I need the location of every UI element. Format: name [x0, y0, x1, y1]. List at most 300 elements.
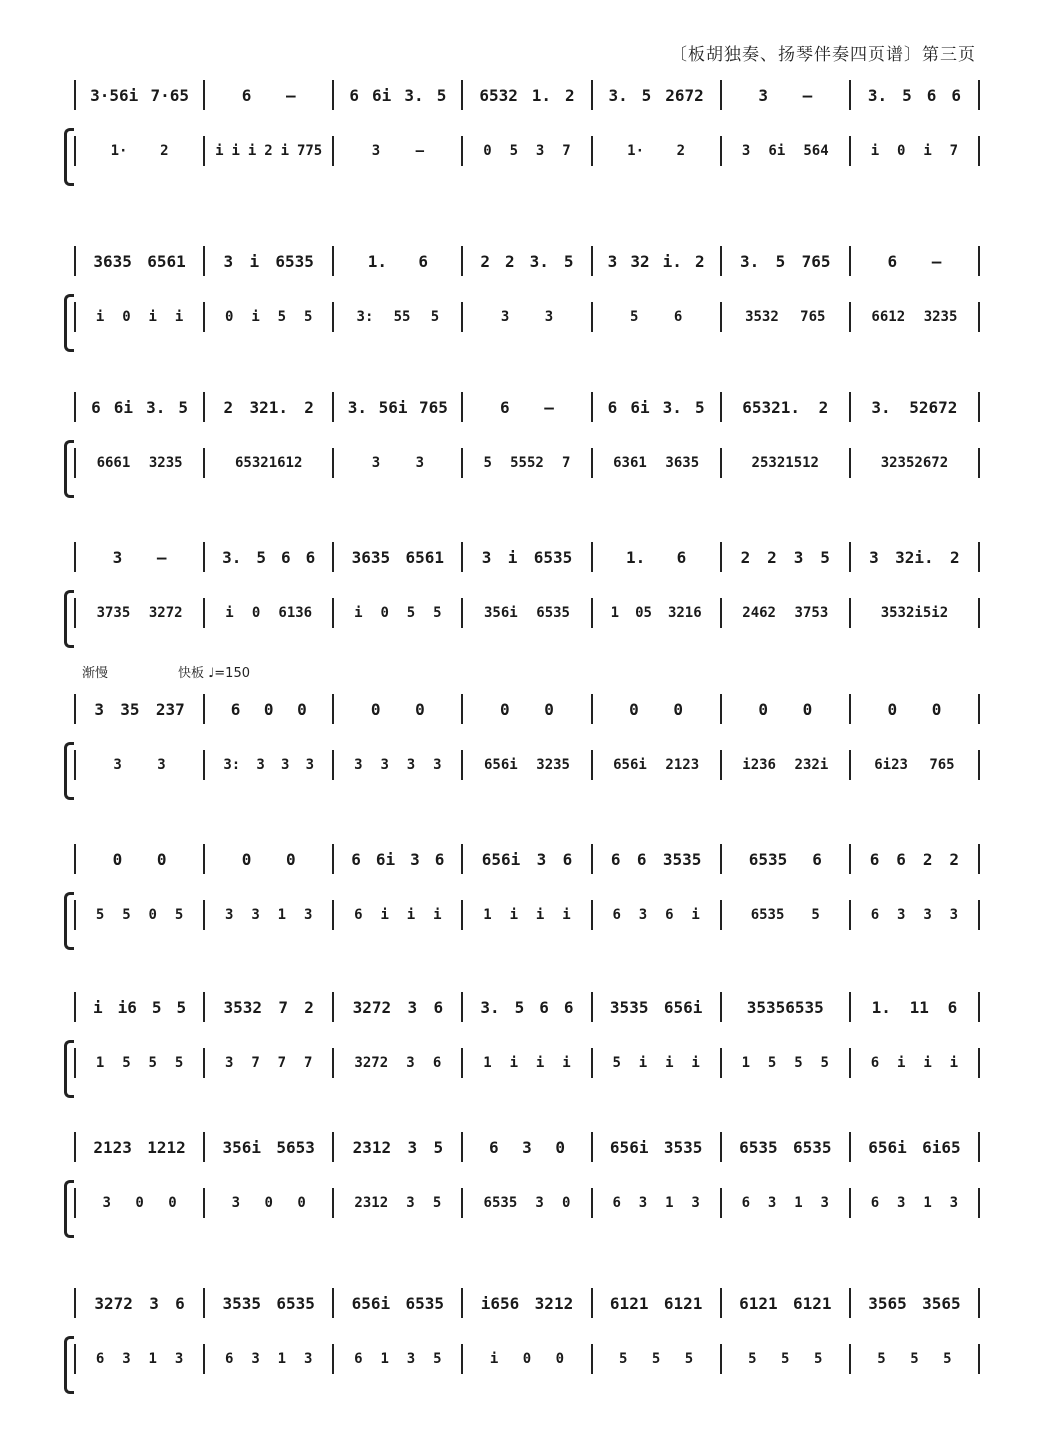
note-group: 5	[820, 1055, 829, 1071]
note-group: 1	[148, 1351, 157, 1367]
note-group: 3	[94, 699, 104, 719]
note-group: i	[509, 907, 519, 923]
note-group: i656	[480, 1293, 520, 1313]
note-group: 3	[544, 309, 554, 325]
note-group: 3.	[146, 397, 166, 417]
barline	[978, 694, 980, 724]
measure	[205, 907, 332, 923]
measure	[593, 548, 720, 567]
note-group: 3.	[608, 85, 628, 105]
note-group: 775	[296, 143, 323, 159]
note-group: 3535	[662, 849, 702, 869]
measure	[76, 907, 203, 923]
note-group: 5	[433, 1351, 442, 1367]
note-group: 0	[555, 1137, 565, 1157]
note-group: i6	[117, 997, 137, 1017]
note-group: i	[95, 309, 105, 325]
note-group: 5	[303, 309, 313, 325]
note-group: 6612	[871, 309, 906, 325]
measure	[76, 455, 203, 471]
barline	[978, 80, 980, 110]
note-group: 6	[665, 907, 674, 923]
note-group: 237	[155, 699, 185, 719]
note-group: 1	[741, 1055, 751, 1071]
yangqin-accompaniment-staff	[74, 300, 980, 334]
note-group: 2312	[352, 1137, 392, 1157]
measure	[205, 998, 332, 1017]
yangqin-accompaniment-staff	[74, 596, 980, 630]
note-group: 1.	[531, 85, 552, 105]
measure	[76, 548, 203, 567]
score-system	[62, 666, 980, 842]
measure	[851, 398, 978, 417]
note-group: 6	[351, 849, 361, 869]
note-group: 3	[251, 1351, 260, 1367]
measure	[76, 398, 203, 417]
note-group: 5653	[276, 1137, 315, 1157]
measure	[463, 1294, 590, 1313]
note-group: 5	[641, 85, 652, 105]
note-group: 0	[251, 605, 261, 621]
note-group: 5	[612, 1055, 621, 1071]
note-group: 765	[929, 757, 955, 773]
note-group: 3272	[94, 1293, 133, 1313]
measure	[593, 86, 720, 105]
measure	[205, 605, 332, 621]
note-group: 35	[120, 699, 140, 719]
note-group: 0	[156, 849, 167, 869]
note-group: 6	[433, 997, 444, 1017]
note-group: 6535	[275, 251, 314, 271]
note-group: 3	[305, 757, 315, 773]
note-group: 3	[225, 907, 234, 923]
note-group: 6535	[483, 1195, 518, 1211]
note-group: 0	[380, 605, 389, 621]
note-group: i	[562, 1055, 571, 1071]
note-group: i	[231, 143, 240, 159]
note-group: 6	[636, 849, 647, 869]
note-group: 5	[433, 1137, 444, 1157]
note-group: 2	[480, 251, 491, 271]
note-group: 6	[676, 547, 687, 567]
note-group: 3235	[148, 455, 183, 471]
page-header: 〔板胡独奏、扬琴伴奏四页谱〕第三页	[670, 45, 976, 65]
note-group: 6	[281, 547, 291, 567]
note-group: 3	[371, 455, 381, 471]
note-group: 3:	[356, 309, 374, 325]
note-group: 0	[758, 699, 768, 719]
note-group: 0	[415, 699, 425, 719]
measure	[334, 309, 461, 325]
note-group: i	[535, 1055, 545, 1071]
measure	[463, 309, 590, 325]
note-group: 3216	[667, 605, 702, 621]
note-group: i	[215, 143, 224, 159]
note-group: 6	[869, 849, 880, 869]
banhu-solo-staff	[74, 1130, 980, 1164]
measure	[205, 1294, 332, 1313]
note-group: 2	[160, 143, 169, 159]
note-group: 3	[406, 1195, 415, 1211]
measure	[593, 1351, 720, 1367]
note-group: 3	[638, 1195, 648, 1211]
measure	[851, 1351, 978, 1367]
note-group: i	[92, 997, 103, 1017]
banhu-solo-staff	[74, 540, 980, 574]
note-group: 0	[135, 1195, 144, 1211]
note-group: 5	[820, 547, 830, 567]
note-group: 3	[380, 757, 389, 773]
note-group: 656i	[663, 997, 703, 1017]
note-group: 0	[673, 699, 684, 719]
measure	[722, 252, 849, 271]
note-group: –	[415, 143, 424, 159]
note-group: i	[897, 1055, 906, 1071]
note-group: 3	[536, 849, 547, 869]
note-group: 3.	[867, 85, 888, 105]
note-group: 6	[607, 397, 618, 417]
measure	[334, 998, 461, 1017]
note-group: i	[489, 1351, 499, 1367]
note-group: 6	[870, 1195, 880, 1211]
note-group: 232i	[794, 757, 829, 773]
note-group: 6535	[792, 1137, 832, 1157]
note-group: 5	[430, 309, 440, 325]
note-group: 356i	[483, 605, 518, 621]
measure	[463, 605, 590, 621]
note-group: 1.	[871, 997, 891, 1017]
note-group: 0	[241, 849, 252, 869]
measure	[593, 1138, 720, 1157]
note-group: 6i	[375, 849, 396, 869]
note-group: i	[535, 907, 545, 923]
measure	[76, 605, 203, 621]
measure	[722, 309, 849, 325]
measure	[205, 850, 332, 869]
note-group: –	[931, 251, 942, 271]
note-group: 5	[563, 251, 574, 271]
note-group: 3:	[223, 757, 241, 773]
measure	[205, 1138, 332, 1157]
measure	[334, 1138, 461, 1157]
note-group: –	[802, 85, 813, 105]
measure	[334, 605, 461, 621]
note-group: 6	[896, 849, 906, 869]
score-system	[62, 390, 980, 540]
measure	[722, 1351, 849, 1367]
note-group: 25321512	[751, 455, 819, 471]
note-group: 5	[694, 397, 705, 417]
note-group: 5	[910, 1351, 919, 1367]
note-group: 0	[555, 1351, 565, 1367]
measure	[463, 1055, 590, 1071]
note-group: 2	[505, 251, 515, 271]
measure	[205, 700, 332, 719]
note-group: i	[148, 309, 157, 325]
measure	[205, 309, 332, 325]
measure	[851, 850, 978, 869]
note-group: 5	[794, 1055, 803, 1071]
measure	[851, 907, 978, 923]
note-group: 52672	[909, 397, 958, 417]
note-group: 0	[887, 699, 898, 719]
note-group: 1	[95, 1055, 105, 1071]
measure	[463, 907, 590, 923]
note-group: 765	[800, 309, 826, 325]
note-group: 6i23	[874, 757, 908, 773]
note-group: 2	[949, 849, 960, 869]
note-group: 0	[370, 699, 381, 719]
note-group: i	[249, 251, 260, 271]
note-group: 656i	[613, 757, 647, 773]
note-group: 6561	[147, 251, 186, 271]
note-group: i	[433, 907, 442, 923]
note-group: 3	[225, 1055, 234, 1071]
measure	[463, 1351, 590, 1367]
note-group: 3	[433, 757, 442, 773]
note-group: i	[507, 547, 518, 567]
note-group: 6361	[613, 455, 647, 471]
note-group: 6	[91, 397, 101, 417]
note-group: 3	[793, 547, 804, 567]
note-group: 2	[694, 251, 705, 271]
note-group: 3	[820, 1195, 829, 1211]
measure	[722, 850, 849, 869]
measure	[463, 455, 590, 471]
measure	[851, 548, 978, 567]
note-group: 3	[223, 251, 234, 271]
note-group: 6121	[663, 1293, 703, 1313]
measure	[722, 1055, 849, 1071]
note-group: –	[286, 85, 296, 105]
note-group: 5	[514, 997, 525, 1017]
note-group: 6	[870, 1055, 880, 1071]
measure	[205, 757, 332, 773]
score-system	[62, 990, 980, 1140]
barline	[978, 542, 980, 572]
note-group: 6	[225, 1351, 234, 1367]
note-group: 6661	[96, 455, 131, 471]
note-group: 6	[562, 849, 573, 869]
note-group: 0	[483, 143, 492, 159]
note-group: 2	[304, 997, 314, 1017]
banhu-solo-staff	[74, 990, 980, 1024]
note-group: 3.	[740, 251, 760, 271]
note-group: 6i	[113, 397, 134, 417]
barline	[978, 1188, 980, 1218]
note-group: 3	[102, 1195, 111, 1211]
barline	[978, 136, 980, 166]
tempo-annotation	[82, 662, 320, 681]
note-group: 3	[303, 907, 313, 923]
measure	[205, 143, 332, 159]
note-group: 5	[629, 309, 639, 325]
measure	[593, 1195, 720, 1211]
annotation-text: 渐慢	[82, 666, 109, 681]
note-group: 6	[230, 699, 241, 719]
measure	[722, 700, 849, 719]
note-group: 5	[95, 907, 105, 923]
note-group: 3272	[354, 1055, 389, 1071]
measure	[722, 998, 849, 1017]
measure	[593, 998, 720, 1017]
note-group: 6535	[536, 605, 570, 621]
note-group: 3	[410, 849, 420, 869]
note-group: 3	[174, 1351, 184, 1367]
measure	[851, 455, 978, 471]
note-group: 3635	[665, 455, 700, 471]
note-group: 0	[286, 849, 296, 869]
measure	[851, 252, 978, 271]
note-group: 3	[406, 757, 416, 773]
note-group: 3	[112, 547, 123, 567]
measure	[76, 998, 203, 1017]
note-group: 656i	[609, 1137, 649, 1157]
note-group: 6	[539, 997, 549, 1017]
note-group: 6121	[792, 1293, 832, 1313]
note-group: 0	[544, 699, 554, 719]
note-group: i	[638, 1055, 648, 1071]
note-group: 5	[122, 907, 131, 923]
measure	[593, 907, 720, 923]
note-group: 2123	[665, 757, 700, 773]
note-group: i	[691, 907, 700, 923]
measure	[205, 455, 332, 471]
measure	[76, 1138, 203, 1157]
banhu-solo-staff	[74, 1286, 980, 1320]
measure	[334, 850, 461, 869]
note-group: 6121	[609, 1293, 649, 1313]
measure	[76, 1351, 203, 1367]
note-group: 1	[483, 1055, 492, 1071]
yangqin-accompaniment-staff	[74, 748, 980, 782]
measure	[851, 757, 978, 773]
banhu-solo-staff	[74, 244, 980, 278]
note-group: 5	[256, 547, 267, 567]
barline	[978, 392, 980, 422]
note-group: 3	[691, 1195, 700, 1211]
measure	[205, 252, 332, 271]
yangqin-accompaniment-staff	[74, 1342, 980, 1376]
note-group: 0	[168, 1195, 177, 1211]
note-group: 356i	[222, 1137, 262, 1157]
note-group: 6	[673, 309, 683, 325]
note-group: 7	[277, 1055, 287, 1071]
note-group: 3	[949, 907, 959, 923]
note-group: 3	[281, 757, 290, 773]
measure	[334, 757, 461, 773]
measure	[722, 455, 849, 471]
note-group: 5	[684, 1351, 694, 1367]
measure	[205, 398, 332, 417]
note-group: 7	[303, 1055, 313, 1071]
measure	[851, 1294, 978, 1313]
note-group: 6	[951, 85, 961, 105]
note-group: 3	[415, 455, 424, 471]
note-group: 3.	[871, 397, 891, 417]
note-group: 3635	[351, 547, 391, 567]
note-group: 2672	[665, 85, 704, 105]
measure	[463, 1138, 590, 1157]
measure	[722, 143, 849, 159]
note-group: 5	[902, 85, 912, 105]
note-group: 05	[635, 605, 652, 621]
note-group: 1	[277, 1351, 287, 1367]
note-group: 656i	[351, 1293, 391, 1313]
note-group: 3	[251, 907, 260, 923]
note-group: 7	[562, 143, 571, 159]
measure	[851, 1055, 978, 1071]
note-group: 3·56i	[90, 85, 139, 105]
note-group: 0	[897, 143, 906, 159]
measure	[851, 700, 978, 719]
note-group: 3635	[93, 251, 132, 271]
measure	[463, 757, 590, 773]
note-group: 3	[869, 547, 879, 567]
note-group: 656i	[483, 757, 518, 773]
note-group: 5	[813, 1351, 823, 1367]
measure	[851, 143, 978, 159]
note-group: 656i	[481, 849, 521, 869]
measure	[463, 548, 590, 567]
note-group: 1.	[625, 547, 646, 567]
measure	[463, 1195, 590, 1211]
measure	[463, 850, 590, 869]
measure	[463, 86, 590, 105]
score-system	[62, 78, 980, 228]
note-group: 6	[175, 1293, 185, 1313]
measure	[76, 757, 203, 773]
note-group: 65321.	[742, 397, 801, 417]
note-group: 0	[122, 309, 131, 325]
note-group: 2	[740, 547, 751, 567]
note-group: 3565	[922, 1293, 961, 1313]
note-group: 3	[481, 547, 492, 567]
note-group: 3	[535, 1195, 544, 1211]
note-group: 32352672	[880, 455, 949, 471]
note-group: 3.	[222, 547, 242, 567]
note-group: 6532	[479, 85, 518, 105]
note-group: 5552	[510, 455, 544, 471]
note-group: 3535	[663, 1137, 703, 1157]
note-group: 3535	[222, 1293, 262, 1313]
note-group: 6561	[405, 547, 445, 567]
note-group: 6535	[276, 1293, 315, 1313]
measure	[722, 1138, 849, 1157]
yangqin-accompaniment-staff	[74, 898, 980, 932]
note-group: –	[544, 397, 554, 417]
note-group: 6	[500, 397, 510, 417]
measure	[851, 309, 978, 325]
note-group: 7	[949, 143, 959, 159]
note-group: i	[280, 143, 290, 159]
measure	[722, 605, 849, 621]
measure	[76, 850, 203, 869]
banhu-solo-staff	[74, 842, 980, 876]
measure	[593, 1294, 720, 1313]
note-group: 6	[612, 1195, 621, 1211]
measure	[76, 309, 203, 325]
note-group: 3532	[745, 309, 779, 325]
measure	[463, 998, 590, 1017]
system-brace	[64, 590, 74, 648]
note-group: 0	[629, 699, 639, 719]
note-group: 0	[931, 699, 942, 719]
note-group: 6	[354, 1351, 363, 1367]
system-brace	[64, 892, 74, 950]
note-group: 3	[406, 1055, 415, 1071]
note-group: 2462	[742, 605, 776, 621]
